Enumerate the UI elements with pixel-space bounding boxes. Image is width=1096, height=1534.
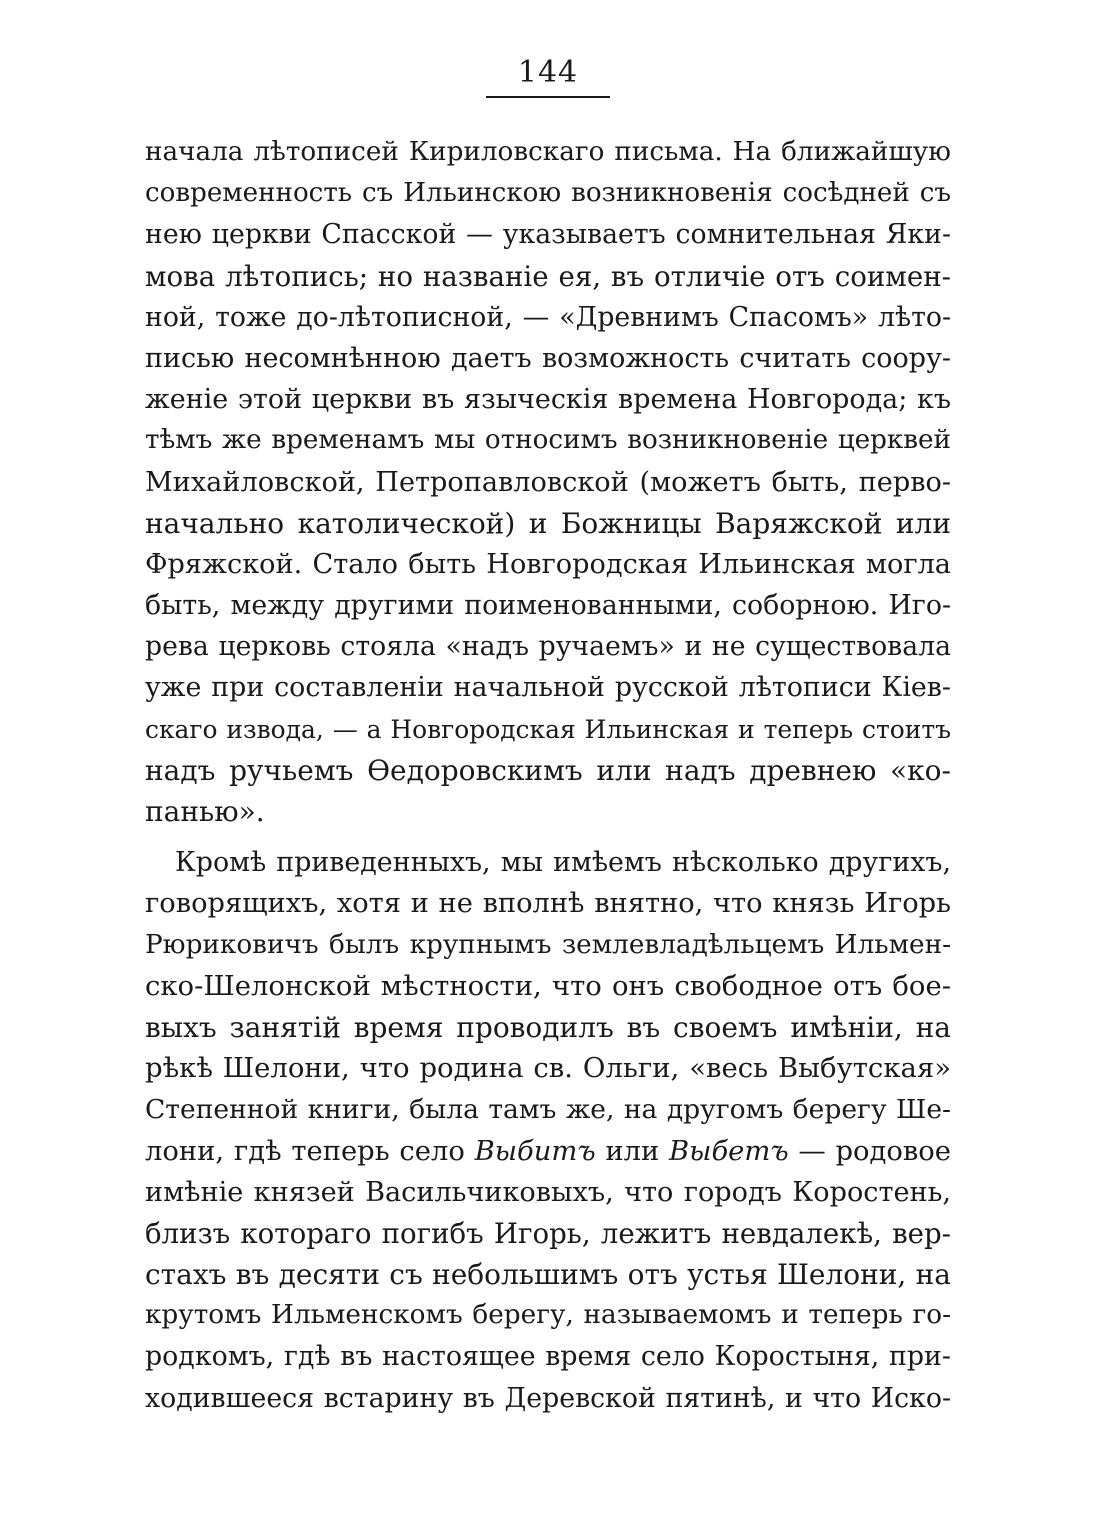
paragraph (145, 842, 951, 1419)
paragraph (145, 132, 951, 832)
text-line: ско-Шелонской мѣстности, что онъ свободное отъ бое- (145, 969, 951, 1002)
text-line: начала лѣтописей Кириловскаго письма. На ближайшую (145, 137, 951, 167)
text-line: имѣніе князей Васильчиковыхъ, что городъ Коростень, (145, 1176, 951, 1208)
text-line: Михайловской, Петропавловской (можетъ быть, перво- (145, 466, 951, 498)
text-line: рѣкѣ Шелони, что родина св. Ольги, «весь Выбутская» (145, 1052, 951, 1085)
text-segment: или (595, 1135, 670, 1167)
italic-place-name: Выбитъ (474, 1135, 596, 1167)
text-line: Рюриковичъ былъ крупнымъ землевладѣльцемъ Ильмен- (145, 929, 951, 960)
text-line: нею церкви Спасской — указываетъ сомнительная Яки- (145, 219, 951, 251)
text-line: выхъ занятій время проводилъ въ своемъ имѣніи, на (145, 1010, 951, 1044)
text-line: уже при составленіи начальной русской лѣтописи Кіев- (145, 672, 951, 704)
page-number-rule (486, 96, 610, 98)
text-line: панью». (145, 795, 265, 828)
body-text (145, 132, 951, 1419)
text-line: Степенной книги, была тамъ же, на другомъ берегу Ше- (145, 1094, 951, 1126)
text-line: близъ котораго погибъ Игорь, лежитъ невдалекѣ, вер- (145, 1216, 951, 1250)
text-line: Кромѣ приведенныхъ, мы имѣемъ нѣсколько другихъ, (175, 847, 951, 879)
text-line: начально католической) и Божницы Варяжской или (145, 506, 951, 540)
text-line: писью несомнѣнною даетъ возможность считать соору- (145, 342, 951, 374)
text-line: современность съ Ильинскою возникновенія сосѣдней съ (145, 178, 951, 209)
text-line: быть, между другими поименованными, соборною. Иго- (145, 590, 951, 622)
text-segment: — родовое (788, 1135, 952, 1167)
text-line: скаго извода, — а Новгородская Ильинская и теперь стоитъ (145, 714, 951, 744)
page-number: 144 (517, 55, 579, 90)
italic-place-name: Выбетъ (669, 1135, 789, 1167)
text-segment: лони, гдѣ теперь село (145, 1135, 475, 1167)
text-line: рева церковь стояла «надъ ручаемъ» и не существовала (145, 631, 951, 663)
text-line: ной, тоже до-лѣтописной, — «Древнимъ Спасомъ» лѣто- (145, 301, 951, 333)
text-line: родкомъ, гдѣ въ настоящее время село Коростыня, при- (145, 1341, 951, 1373)
text-line: крутомъ Ильменскомъ берегу, называемомъ и теперь го- (145, 1300, 951, 1331)
text-line: надъ ручьемъ Ѳедоровскимъ или надъ древнею «ко- (145, 753, 951, 787)
text-line: Фряжской. Стало быть Новгородская Ильинская могла (145, 548, 951, 580)
text-line-with-italics (145, 1131, 951, 1172)
paragraph-gap (145, 832, 951, 842)
text-line: женіе этой церкви въ языческія времена Новгорода; къ (145, 384, 951, 416)
text-line: говорящихъ, хотя и не вполнѣ внятно, что князь Игорь (145, 888, 951, 920)
text-line: тѣмъ же временамъ мы относимъ возникновеніе церквей (145, 425, 951, 456)
text-line: мова лѣтопись; но названіе ея, въ отличіе отъ соимен- (145, 259, 951, 293)
text-line: ходившееся встарину въ Деревской пятинѣ, и что Иско- (145, 1382, 951, 1414)
text-line: стахъ въ десяти съ небольшимъ отъ устья Шелони, на (145, 1258, 951, 1292)
